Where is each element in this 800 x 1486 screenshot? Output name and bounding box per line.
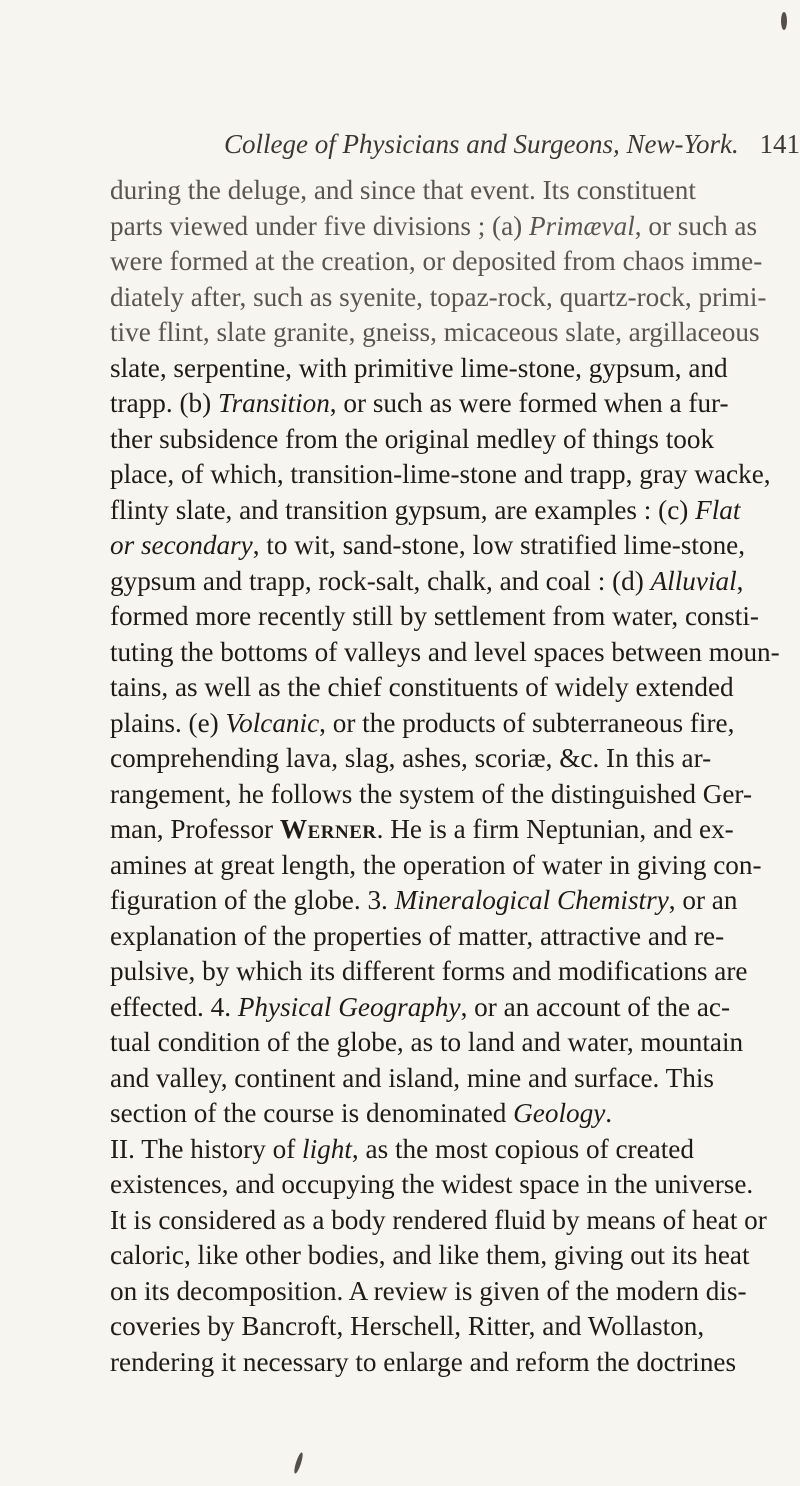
text-line-24: effected. 4. Physical Geography, or an account of the ac- (110, 991, 731, 1022)
text-line-12: gypsum and trapp, rock-salt, chalk, and coal : (d) Alluvial, (110, 565, 744, 596)
text-line-29: existences, and occupying the widest space in the universe. (110, 1169, 754, 1199)
text-line-30: It is considered as a body rendered fluid by means of heat or (110, 1204, 767, 1235)
text-line-6: slate, serpentine, with primitive lime-stone, gypsum, and (110, 352, 728, 383)
text-line-3: were formed at the creation, or deposited from chaos imme- (110, 246, 763, 276)
text-line-34: rendering it necessary to enlarge and reform the doctrines (110, 1346, 737, 1377)
text-line-20: amines at great length, the operation of water in giving con- (110, 849, 762, 880)
running-header-title: College of Physicians and Surgeons, New-York. (224, 129, 739, 159)
text-line-17: comprehending lava, slag, ashes, scoriæ, &c. In this ar- (110, 743, 712, 773)
body-text (110, 173, 800, 1380)
text-line-21: figuration of the globe. 3. Mineralogical Chemistry, or an (110, 885, 738, 915)
text-line-13: formed more recently still by settlement from water, consti- (110, 601, 759, 631)
text-line-33: coveries by Bancroft, Herschell, Ritter, and Wollaston, (110, 1311, 705, 1341)
text-line-31: caloric, like other bodies, and like them, giving out its heat (110, 1240, 750, 1270)
text-line-5: tive flint, slate granite, gneiss, micaceous slate, argillaceous (110, 317, 760, 347)
text-line-28: II. The history of light, as the most copious of created (110, 1133, 694, 1164)
ink-smudge-top (781, 12, 787, 30)
ink-smudge-bottom (293, 1452, 305, 1474)
text-line-10: flinty slate, and transition gypsum, are examples : (c) Flat (110, 494, 741, 525)
text-line-4: diately after, such as syenite, topaz-rock, quartz-rock, primi- (110, 281, 767, 312)
text-line-22: explanation of the properties of matter, attractive and re- (110, 920, 725, 951)
text-line-7: trapp. (b) Transition, or such as were formed when a fur- (110, 388, 729, 418)
text-line-25: tual condition of the globe, as to land and water, mountain (110, 1027, 744, 1057)
text-line-32: on its decomposition. A review is given of the modern dis- (110, 1275, 747, 1306)
text-line-1: during the deluge, and since that event. Its constituent (110, 175, 696, 205)
text-line-27: section of the course is denominated Geology. (110, 1098, 613, 1128)
text-line-2: parts viewed under five divisions ; (a) Primæval, or such as (110, 210, 758, 241)
text-line-15: tains, as well as the chief constituents of widely extended (110, 672, 734, 702)
text-line-19: man, Professor Werner. He is a firm Neptunian, and ex- (110, 814, 734, 844)
text-line-11: or secondary, to wit, sand-stone, low stratified lime-stone, (110, 530, 746, 560)
text-line-9: place, of which, transition-lime-stone and trapp, gray wacke, (110, 459, 771, 489)
text-line-26: and valley, continent and island, mine and surface. This (110, 1062, 714, 1093)
text-line-14: tuting the bottoms of valleys and level spaces between moun- (110, 636, 780, 667)
running-header (100, 128, 800, 160)
text-line-16: plains. (e) Volcanic, or the products of subterraneous fire, (110, 707, 735, 738)
page-number: 141 (759, 129, 800, 159)
text-line-23: pulsive, by which its different forms and modifications are (110, 956, 748, 986)
text-line-18: rangement, he follows the system of the distinguished Ger- (110, 778, 752, 809)
text-line-8: ther subsidence from the original medley of things took (110, 423, 715, 454)
